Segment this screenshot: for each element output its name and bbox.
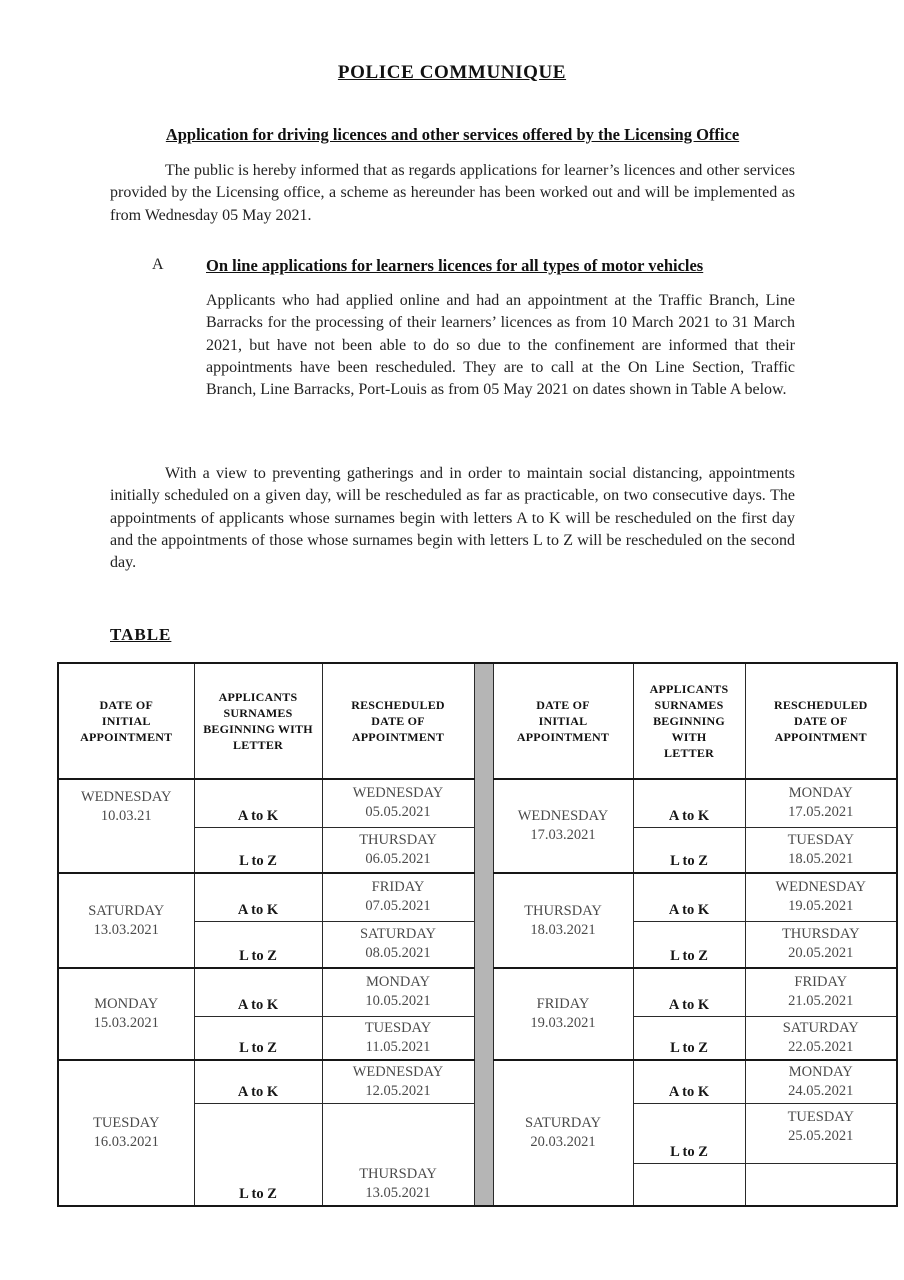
initial-date-cell: SATURDAY 20.03.2021 bbox=[493, 1060, 633, 1206]
page-title: POLICE COMMUNIQUE bbox=[337, 62, 567, 83]
appointments-table bbox=[57, 662, 898, 1207]
rescheduled-date-cell: SATURDAY 08.05.2021 bbox=[322, 921, 474, 968]
rescheduled-date-cell: THURSDAY 20.05.2021 bbox=[745, 921, 897, 968]
table-separator bbox=[474, 663, 493, 1206]
column-header-initial-date-left: DATE OF INITIAL APPOINTMENT bbox=[58, 663, 194, 779]
surname-letters-cell: L to Z bbox=[194, 1016, 322, 1060]
initial-date-cell: TUESDAY 16.03.2021 bbox=[58, 1060, 194, 1206]
rescheduled-date-cell: FRIDAY 21.05.2021 bbox=[745, 968, 897, 1016]
surname-letters-cell: A to K bbox=[633, 779, 745, 827]
initial-date-cell: MONDAY 15.03.2021 bbox=[58, 968, 194, 1060]
rescheduled-date-cell: WEDNESDAY 05.05.2021 bbox=[322, 779, 474, 827]
table-label: TABLE bbox=[110, 625, 172, 644]
rescheduled-date-cell: TUESDAY 25.05.2021 bbox=[745, 1104, 897, 1164]
column-header-surname-letters-right: APPLICANTS SURNAMES BEGINNING WITH LETTER bbox=[633, 663, 745, 779]
initial-date-cell: THURSDAY 18.03.2021 bbox=[493, 873, 633, 968]
surname-letters-cell: L to Z bbox=[194, 827, 322, 873]
section-a-paragraph: Applicants who had applied online and had an appointment at the Traffic Branch, Line Barracks for the processing of their learners’ licences as from 10 March 2021 to 31 March 2021, but have not been able to do so due to the confinement are informed that their appointments have been rescheduled. They are to call at the On Line Section, Traffic Branch, Line Barracks, Port-Louis as from 05 May 2021 on dates shown in Table A below. bbox=[206, 292, 795, 399]
rescheduled-date-cell: THURSDAY 13.05.2021 bbox=[322, 1104, 474, 1206]
section-a-header bbox=[152, 256, 795, 276]
surname-letters-cell: L to Z bbox=[633, 1104, 745, 1164]
rescheduled-date-cell: FRIDAY 07.05.2021 bbox=[322, 873, 474, 921]
empty-cell bbox=[745, 1164, 897, 1206]
rescheduled-date-cell: MONDAY 24.05.2021 bbox=[745, 1060, 897, 1104]
column-header-initial-date-right: DATE OF INITIAL APPOINTMENT bbox=[493, 663, 633, 779]
surname-letters-cell: A to K bbox=[194, 873, 322, 921]
rescheduled-date-cell: MONDAY 17.05.2021 bbox=[745, 779, 897, 827]
rescheduled-date-cell: TUESDAY 11.05.2021 bbox=[322, 1016, 474, 1060]
surname-letters-cell: L to Z bbox=[194, 921, 322, 968]
empty-cell bbox=[633, 1164, 745, 1206]
document-subtitle: Application for driving licences and other services offered by the Licensing Office bbox=[165, 125, 740, 144]
surname-letters-cell: A to K bbox=[633, 1060, 745, 1104]
surname-letters-cell: L to Z bbox=[633, 827, 745, 873]
initial-date-cell: WEDNESDAY 10.03.21 bbox=[58, 779, 194, 873]
section-a-heading: On line applications for learners licences for all types of motor vehicles bbox=[206, 256, 704, 275]
surname-letters-cell: L to Z bbox=[194, 1104, 322, 1206]
rescheduled-date-cell: THURSDAY 06.05.2021 bbox=[322, 827, 474, 873]
intro-paragraph: The public is hereby informed that as regards applications for learner’s licences and other services provided by the Licensing office, a scheme as hereunder has been worked out and will be implemented as from Wednesday 05 May 2021. bbox=[110, 162, 795, 224]
surname-letters-cell: A to K bbox=[633, 873, 745, 921]
rescheduled-date-cell: WEDNESDAY 12.05.2021 bbox=[322, 1060, 474, 1104]
section-a-label: A bbox=[152, 256, 164, 273]
initial-date-cell: SATURDAY 13.03.2021 bbox=[58, 873, 194, 968]
surname-letters-cell: A to K bbox=[194, 779, 322, 827]
rescheduled-date-cell: MONDAY 10.05.2021 bbox=[322, 968, 474, 1016]
surname-letters-cell: A to K bbox=[633, 968, 745, 1016]
social-distancing-paragraph: With a view to preventing gatherings and in order to maintain social distancing, appointments initially scheduled on a given day, will be rescheduled as far as practicable, on two consecutive days. The appointments of applicants whose surnames begin with letters A to K will be rescheduled on the first day and the appointments of those whose surnames begin with letters L to Z will be rescheduled on the second day. bbox=[110, 465, 795, 572]
rescheduled-date-cell: TUESDAY 18.05.2021 bbox=[745, 827, 897, 873]
surname-letters-cell: A to K bbox=[194, 968, 322, 1016]
rescheduled-date-cell: SATURDAY 22.05.2021 bbox=[745, 1016, 897, 1060]
surname-letters-cell: L to Z bbox=[633, 921, 745, 968]
column-header-rescheduled-date-left: RESCHEDULED DATE OF APPOINTMENT bbox=[322, 663, 474, 779]
initial-date-cell: WEDNESDAY 17.03.2021 bbox=[493, 779, 633, 873]
initial-date-cell: FRIDAY 19.03.2021 bbox=[493, 968, 633, 1060]
surname-letters-cell: L to Z bbox=[633, 1016, 745, 1060]
rescheduled-date-cell: WEDNESDAY 19.05.2021 bbox=[745, 873, 897, 921]
surname-letters-cell: A to K bbox=[194, 1060, 322, 1104]
column-header-surname-letters-left: APPLICANTS SURNAMES BEGINNING WITH LETTER bbox=[194, 663, 322, 779]
column-header-rescheduled-date-right: RESCHEDULED DATE OF APPOINTMENT bbox=[745, 663, 897, 779]
